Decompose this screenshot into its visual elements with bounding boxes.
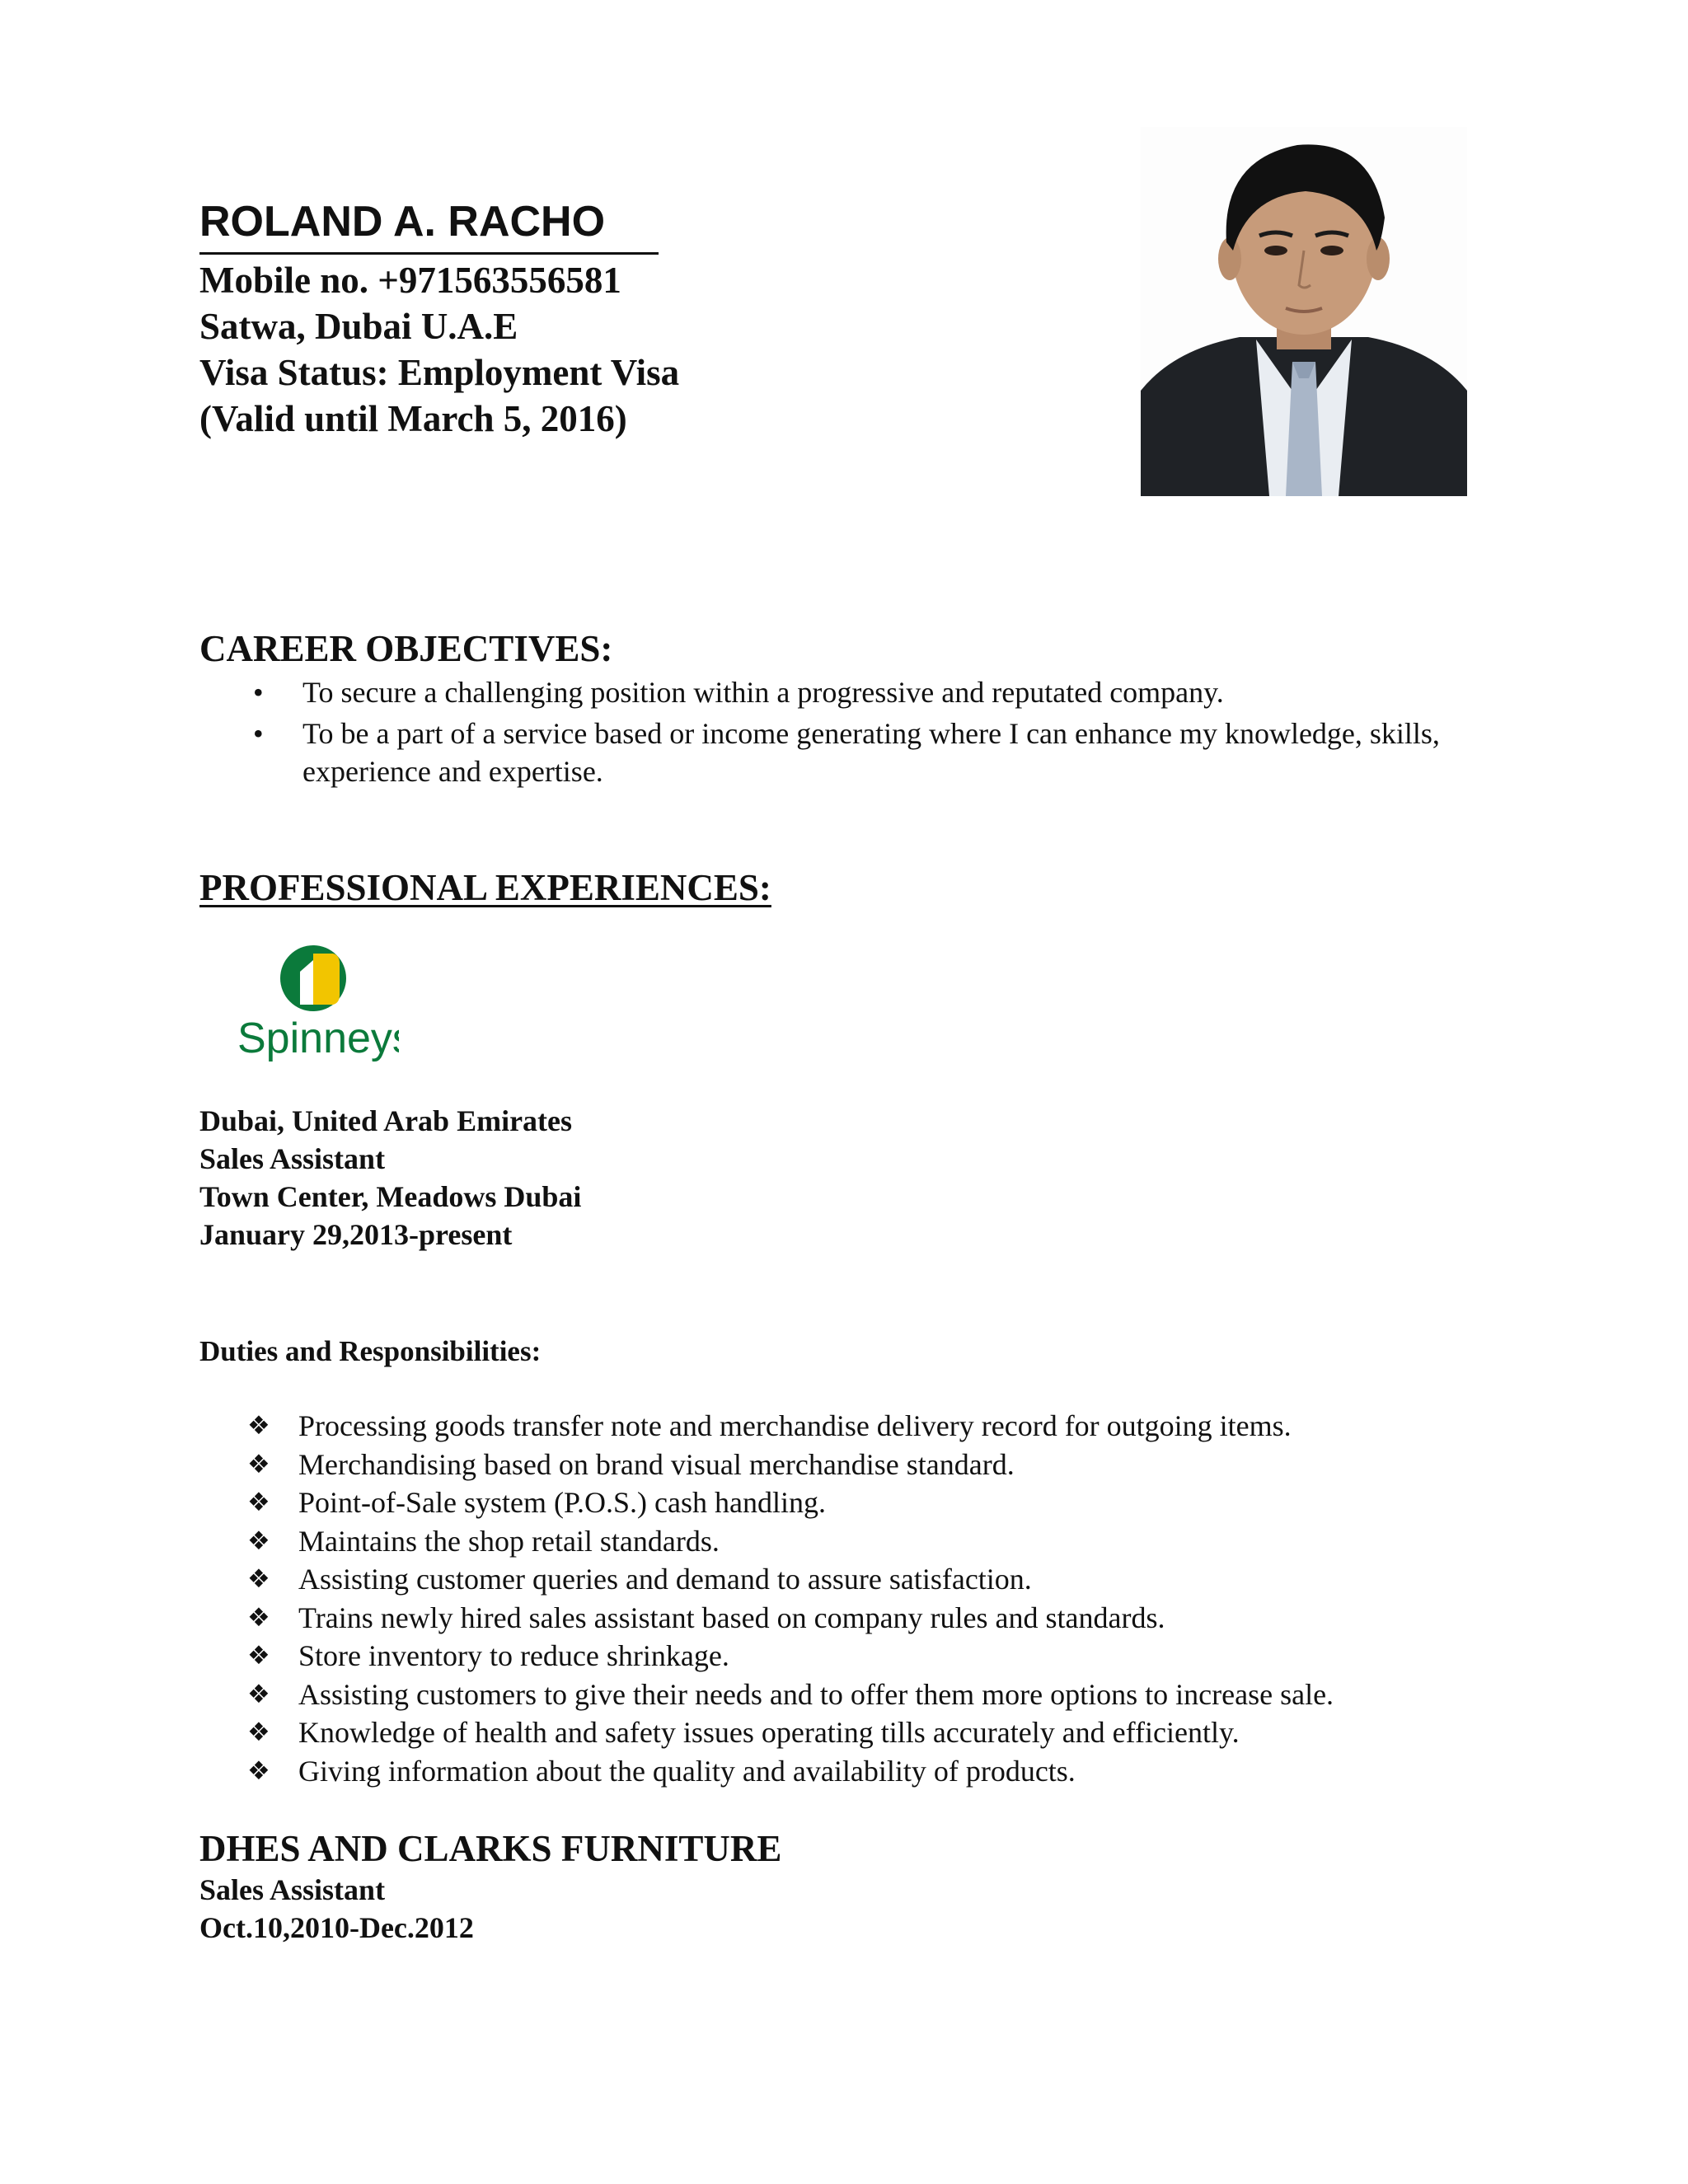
duty-text: Point-of-Sale system (P.O.S.) cash handling. xyxy=(298,1486,826,1519)
name-underline xyxy=(199,252,659,255)
diamond-bullet-icon: ❖ xyxy=(247,1641,270,1671)
diamond-bullet-icon: ❖ xyxy=(247,1564,270,1594)
list-item xyxy=(199,1637,1518,1675)
diamond-bullet-icon: ❖ xyxy=(247,1679,270,1709)
list-item xyxy=(199,715,1485,790)
duty-text: Trains newly hired sales assistant based on company rules and standards. xyxy=(298,1601,1165,1634)
candidate-name: ROLAND A. RACHO xyxy=(199,198,606,246)
diamond-bullet-icon: ❖ xyxy=(247,1411,270,1441)
job-1 xyxy=(199,1102,581,1254)
list-item xyxy=(199,1599,1518,1638)
duty-text: Giving information about the quality and availability of products. xyxy=(298,1754,1076,1788)
list-item xyxy=(199,1407,1518,1446)
mobile-number: Mobile no. +971563556581 xyxy=(199,260,621,301)
duty-text: Store inventory to reduce shrinkage. xyxy=(298,1639,729,1672)
visa-status: Visa Status: Employment Visa xyxy=(199,352,680,393)
list-item xyxy=(199,1522,1518,1561)
job-dates: Oct.10,2010-Dec.2012 xyxy=(199,1911,474,1944)
job-location: Dubai, United Arab Emirates xyxy=(199,1104,573,1137)
diamond-bullet-icon: ❖ xyxy=(247,1526,270,1556)
diamond-bullet-icon: ❖ xyxy=(247,1602,270,1633)
diamond-bullet-icon: ❖ xyxy=(247,1449,270,1479)
logo-wordmark: Spinneys xyxy=(237,1015,399,1062)
list-item xyxy=(199,1560,1518,1599)
duty-text: Maintains the shop retail standards. xyxy=(298,1524,720,1558)
list-item xyxy=(199,673,1485,711)
career-objectives-list xyxy=(199,673,1485,794)
bullet-icon: • xyxy=(253,676,264,709)
duties-list xyxy=(199,1407,1518,1790)
spinneys-logo xyxy=(234,944,399,1067)
duties-heading: Duties and Responsibilities: xyxy=(199,1335,542,1367)
visa-validity: (Valid until March 5, 2016) xyxy=(199,398,627,439)
list-item xyxy=(199,1483,1518,1522)
list-item xyxy=(199,1446,1518,1484)
address: Satwa, Dubai U.A.E xyxy=(199,306,518,347)
list-item xyxy=(199,1713,1518,1752)
professional-experiences-heading: PROFESSIONAL EXPERIENCES: xyxy=(199,867,771,908)
list-item xyxy=(199,1752,1518,1791)
bullet-icon: • xyxy=(253,717,264,750)
diamond-bullet-icon: ❖ xyxy=(247,1488,270,1517)
list-item xyxy=(199,1675,1518,1714)
job-branch: Town Center, Meadows Dubai xyxy=(199,1180,582,1213)
profile-photo xyxy=(1141,127,1467,496)
duty-text: Assisting customer queries and demand to assure satisfaction. xyxy=(298,1563,1032,1596)
duty-text: Processing goods transfer note and merchandise delivery record for outgoing items. xyxy=(298,1409,1292,1442)
duty-text: Assisting customers to give their needs and to offer them more options to increase sale. xyxy=(298,1677,1334,1711)
objective-text: To be a part of a service based or income generating where I can enhance my knowledge, skills, experience and expertise. xyxy=(302,717,1440,788)
job-2 xyxy=(199,1871,474,1947)
job-position: Sales Assistant xyxy=(199,1142,386,1175)
duty-text: Knowledge of health and safety issues operating tills accurately and efficiently. xyxy=(298,1716,1240,1749)
duty-text: Merchandising based on brand visual merchandise standard. xyxy=(298,1447,1015,1481)
diamond-bullet-icon: ❖ xyxy=(247,1718,270,1747)
job-position: Sales Assistant xyxy=(199,1873,386,1906)
second-employer-heading: DHES AND CLARKS FURNITURE xyxy=(199,1828,782,1869)
job-dates: January 29,2013-present xyxy=(199,1218,513,1251)
contact-block xyxy=(199,257,679,442)
objective-text: To secure a challenging position within a progressive and reputated company. xyxy=(302,676,1224,709)
career-objectives-heading: CAREER OBJECTIVES: xyxy=(199,628,613,669)
diamond-bullet-icon: ❖ xyxy=(247,1755,270,1786)
